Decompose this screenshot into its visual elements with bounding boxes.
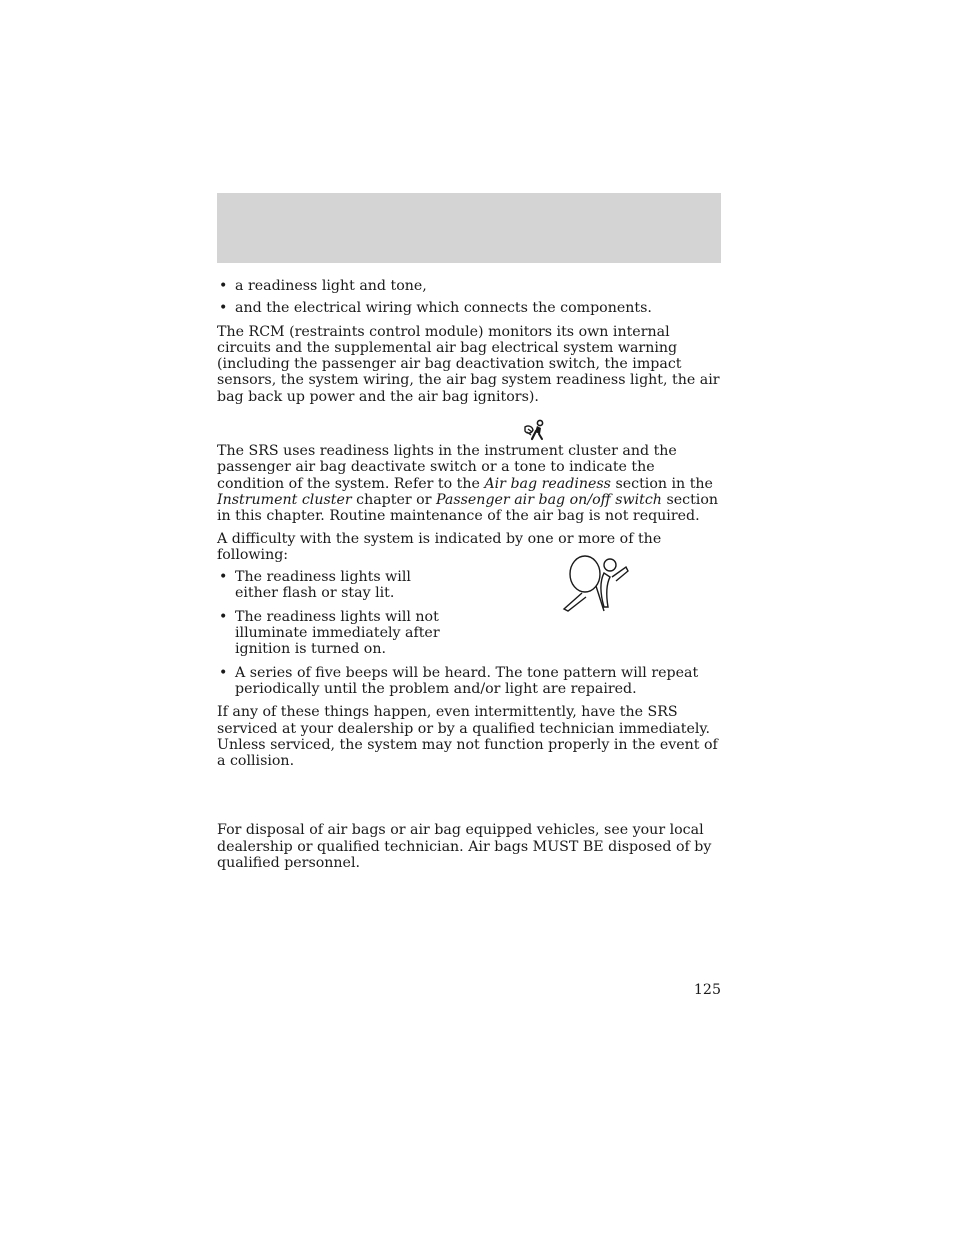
srs-ref-instrument-cluster: Instrument cluster xyxy=(217,491,352,508)
airbag-warning-icon xyxy=(523,419,545,441)
srs-text: section in this chapter. Routine maintenance of the air bag is not required. xyxy=(217,491,719,525)
page-number: 125 xyxy=(693,982,721,998)
section-header-band xyxy=(217,193,721,263)
disposal-paragraph: For disposal of air bags or air bag equipped vehicles, see your local dealership or qualified technician. Air bags MUST BE disposed of by qualified personnel. xyxy=(217,822,712,872)
srs-text: chapter or xyxy=(351,491,436,508)
airbag-readiness-icon xyxy=(560,553,630,615)
list-item: • a readiness light and tone, xyxy=(217,278,721,294)
srs-text: The SRS uses readiness lights in the instrument cluster and the passenger air bag deactivate switch or a tone to indicate the condition of the system. Refer to the xyxy=(217,443,677,492)
list-item: • The readiness lights will not illuminate immediately after ignition is turned on. xyxy=(217,609,445,658)
rcm-paragraph: The RCM (restraints control module) monitors its own internal circuits and the supplemental air bag electrical system warning (including the passenger air bag deactivation switch, the impact sensors, the system wiring, the air bag system readiness light, the air bag back up power and the air bag ignitors). xyxy=(217,323,720,405)
list-item: • A series of five beeps will be heard. The tone pattern will repeat periodically until the problem and/or light are repaired. xyxy=(217,665,721,698)
page-content xyxy=(217,278,721,871)
srs-text: section in the xyxy=(610,475,713,492)
difficulty-intro: A difficulty with the system is indicated by one or more of the following: xyxy=(217,530,662,563)
service-paragraph: If any of these things happen, even intermittently, have the SRS serviced at your dealership or by a qualified technician immediately. Unless serviced, the system may not function properly in the event of a collision. xyxy=(217,704,718,770)
list-item: • and the electrical wiring which connects the components. xyxy=(217,300,721,316)
list-item: • The readiness lights will either flash or stay lit. xyxy=(217,569,455,602)
srs-ref-passenger-switch: Passenger air bag on/off switch xyxy=(435,491,662,508)
difficulty-list xyxy=(217,569,721,697)
srs-ref-air-bag-readiness: Air bag readiness xyxy=(484,475,611,492)
srs-paragraph xyxy=(217,443,721,524)
